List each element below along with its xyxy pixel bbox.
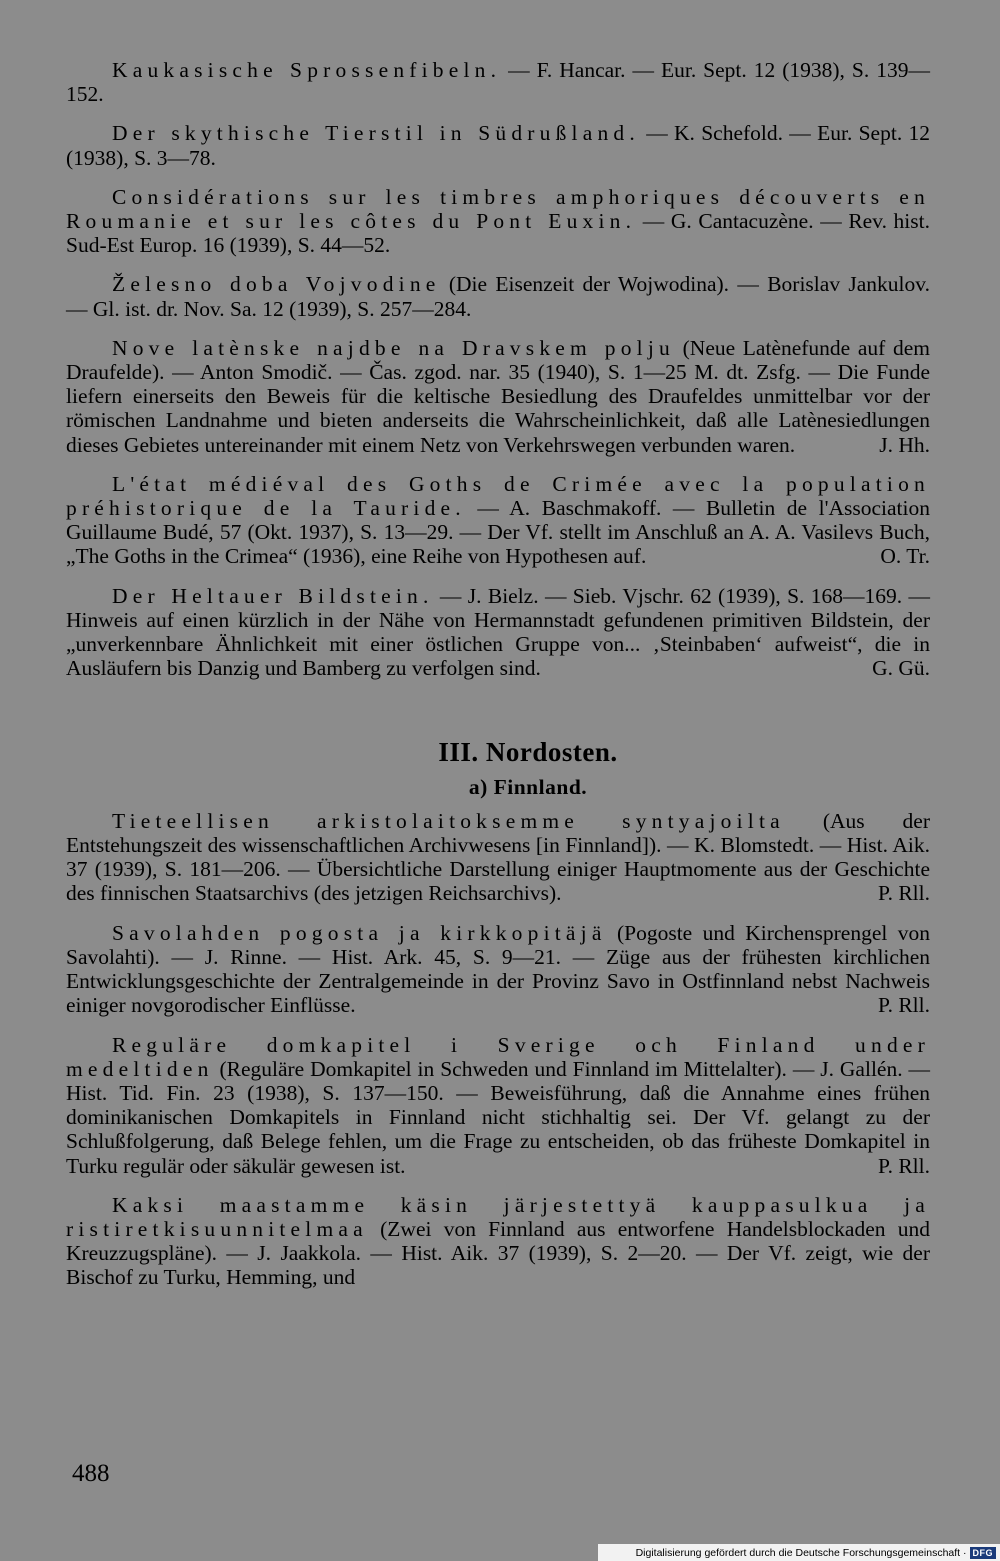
digitization-footer — [598, 1544, 1000, 1561]
entry-text: — K. Schefold. — Eur. Sept. 12 (1938), S. 3—78. — [66, 121, 930, 170]
bibliography-entry — [66, 1193, 930, 1290]
dfg-logo: DFG — [970, 1547, 997, 1559]
entry-text: (Reguläre Domkapitel in Schweden und Finnland im Mittelalter). — J. Gallén. — Hist. Tid. Fin. 23 (1938), S. 137—150. — Beweisführung, daß die Annahme eines frühen dominikanischen Domkapitels in Finnland nicht stichhaltig sei. Der Vf. gelangt zu der Schlußfolgerung, daß Belege fehlen, um die Frage zu entscheiden, ob das früheste Domkapitel in Turku regulär oder säkulär gewesen ist. — [66, 1056, 930, 1178]
reviewer-signature: O. Tr. — [880, 544, 930, 569]
page-number: 488 — [72, 1460, 110, 1487]
bibliography-entry — [66, 472, 930, 569]
entry-title: Savolahden pogosta ja kirkkopitäjä — [112, 920, 607, 945]
entry-text: — F. Hancar. — Eur. Sept. 12 (1938), S. 139—152. — [66, 58, 930, 107]
entry-text: (Neue Latènefunde auf dem Draufelde). — Anton Smodič. — Čas. zgod. nar. 35 (1940), S. 1—25 M. dt. Zsfg. — Die Funde liefern einerseits den Beweis für die keltische Besiedlung des Draufeldes unmittelbar vor der römischen Landnahme und bieten anderseits die Wahrscheinlichkeit, daß alle Latènesiedlungen dieses Gebietes untereinander mit einem Netz von Verkehrswegen verbunden waren. — [66, 335, 930, 457]
entry-title: Der Heltauer Bildstein. — [112, 583, 434, 608]
entry-title: Considérations sur les timbres amphoriques découverts en Roumanie et sur les côtes du Pont Euxin. — [66, 184, 930, 234]
bibliography-entry — [66, 921, 930, 1018]
entry-text: — G. Cantacuzène. — Rev. hist. Sud-Est Europ. 16 (1939), S. 44—52. — [66, 209, 930, 258]
bibliography-entry — [66, 584, 930, 681]
bibliography-entry — [66, 809, 930, 906]
bibliography-entry — [66, 121, 930, 169]
reviewer-signature: P. Rll. — [878, 993, 930, 1018]
reviewer-signature: P. Rll. — [878, 881, 930, 906]
reviewer-signature: P. Rll. — [878, 1153, 930, 1178]
entry-title: Tieteellisen arkistolaitoksemme syntyajoilta — [112, 808, 785, 833]
entry-title: Nove latènske najdbe na Dravskem polju — [112, 335, 675, 360]
entry-title: Kaukasische Sprossenfibeln. — [112, 58, 502, 82]
entry-text: — J. Bielz. — Sieb. Vjschr. 62 (1939), S. 168—169. — Hinweis auf einen kürzlich in der Nähe von Hermannstadt gefundenen primitiven Bildstein, der „unverkennbare Ähnlichkeit mit einer östlichen Gruppe von... ‚Steinbaben‘ aufweist“, die in Ausläufern bis Danzig und Bamberg zu verfolgen sind. — [66, 583, 931, 681]
bibliography-entry — [66, 1033, 930, 1178]
entry-title: Želesno doba Vojvodine — [112, 272, 441, 297]
page-body — [66, 58, 930, 1305]
entry-text: (Zwei von Finnland aus entworfene Handelsblockaden und Kreuzzugspläne). — J. Jaakkola. — Hist. Aik. 37 (1939), S. 2—20. — Der Vf. zeigt, wie der Bischof zu Turku, Hemming, und — [66, 1216, 930, 1290]
bibliography-entry — [66, 58, 930, 106]
sub-heading: a) Finnland. — [468, 774, 588, 799]
entry-title: Reguläre domkapitel i Sverige och Finland under medeltiden — [66, 1032, 930, 1081]
bibliography-entry — [66, 336, 930, 457]
entry-text: — A. Baschmakoff. — Bulletin de l'Association Guillaume Budé, 57 (Okt. 1937), S. 13—29. — Der Vf. stellt im Anschluß an A. A. Vasilevs Buch, „The Goths in the Crimea“ (1936), eine Reihe von Hypothesen auf. — [66, 496, 930, 569]
entry-title: Der skythische Tierstil in Südrußland. — [112, 121, 640, 146]
reviewer-signature: J. Hh. — [879, 432, 930, 457]
section-heading: III. Nordosten. — [438, 737, 618, 768]
entry-text: (Aus der Entstehungszeit des wissenschaftlichen Archivwesens [in Finnland]). — K. Blomstedt. — Hist. Aik. 37 (1939), S. 181—206. — Übersichtliche Darstellung einiger Hauptmomente aus der Geschichte des finnischen Staatsarchivs (des jetzigen Reichsarchivs). — [66, 808, 930, 906]
footer-text: Digitalisierung gefördert durch die Deutsche Forschungsgemeinschaft · — [635, 1546, 967, 1559]
entry-text: (Die Eisenzeit der Wojwodina). — Borislav Jankulov. — Gl. ist. dr. Nov. Sa. 12 (1939), S. 257—284. — [66, 272, 931, 321]
entry-text: (Pogoste und Kirchensprengel von Savolahti). — J. Rinne. — Hist. Ark. 45, S. 9—21. — Züge aus der frühesten kirchlichen Entwicklungsgeschichte der Zentralgemeinde in der Provinz Savo in Ostfinnland nebst Nachweis einiger novgorodischer Einflüsse. — [66, 920, 930, 1018]
bibliography-entry — [66, 272, 930, 320]
entry-title: L'état médiéval des Goths de Crimée avec la population préhistorique de la Tauride. — [66, 471, 930, 521]
reviewer-signature: G. Gü. — [872, 656, 930, 681]
entry-title: Kaksi maastamme käsin järjestettyä kauppasulkua ja ristiretkisuunnitelmaa — [66, 1192, 930, 1241]
bibliography-entry — [66, 185, 930, 258]
